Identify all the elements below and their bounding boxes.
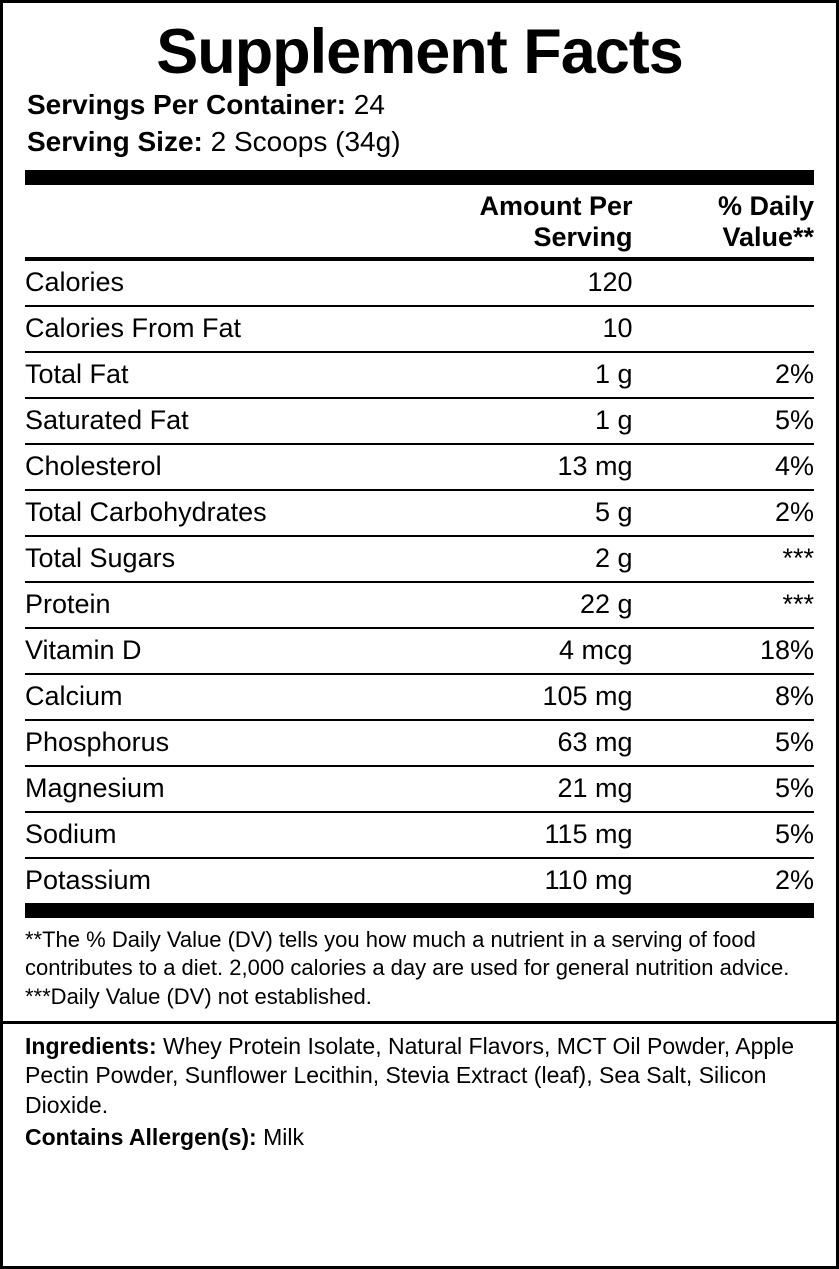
nutrient-daily-value: 5% — [633, 720, 814, 766]
nutrient-amount: 5 g — [396, 490, 633, 536]
table-row — [25, 582, 814, 628]
nutrient-daily-value: 5% — [633, 812, 814, 858]
nutrient-daily-value: 5% — [633, 398, 814, 444]
table-header-row — [25, 185, 814, 259]
table-row — [25, 720, 814, 766]
table-row — [25, 674, 814, 720]
nutrient-name: Potassium — [25, 865, 152, 896]
table-row — [25, 628, 814, 674]
serving-size-label: Serving Size: — [27, 126, 203, 158]
servings-per-container-label: Servings Per Container: — [27, 89, 346, 120]
nutrient-amount: 10 — [396, 306, 633, 352]
nutrient-daily-value: 2% — [633, 490, 814, 536]
nutrition-table — [25, 185, 814, 903]
nutrient-amount: 22 g — [396, 582, 633, 628]
nutrient-name: Total Sugars — [25, 536, 396, 582]
nutrient-amount: 1 g — [396, 398, 633, 444]
nutrient-daily-value: 4% — [633, 444, 814, 490]
serving-size — [25, 123, 814, 160]
servings-per-container — [25, 86, 814, 123]
ingredients-label: Ingredients: — [25, 1032, 157, 1059]
nutrient-daily-value — [633, 259, 814, 306]
page-title: Supplement Facts — [156, 17, 683, 87]
table-row — [25, 536, 814, 582]
footnote-not-established: ***Daily Value (DV) not established. — [25, 984, 372, 1010]
nutrient-daily-value: *** — [633, 582, 814, 628]
nutrient-daily-value: 2% — [774, 865, 814, 896]
nutrient-daily-value: 8% — [633, 674, 814, 720]
nutrient-name: Cholesterol — [25, 444, 396, 490]
nutrient-name: Total Fat — [25, 352, 396, 398]
nutrient-name: Total Carbohydrates — [25, 490, 396, 536]
table-row — [25, 352, 814, 398]
nutrient-amount: 13 mg — [396, 444, 633, 490]
facts-inner — [3, 3, 836, 1011]
divider-thick-top — [25, 170, 814, 185]
nutrient-name: Magnesium — [25, 766, 396, 812]
table-row — [25, 444, 814, 490]
allergens-label: Contains Allergen(s): — [25, 1124, 257, 1151]
table-row — [25, 398, 814, 444]
footnotes — [25, 918, 814, 1011]
nutrient-name: Sodium — [25, 812, 396, 858]
nutrient-amount: 120 — [396, 259, 633, 306]
nutrient-name: Protein — [25, 582, 396, 628]
table-row — [25, 259, 814, 306]
footnote-daily-value: **The % Daily Value (DV) tells you how much a nutrient in a serving of food contributes to a diet. 2,000 calories a day are used for general nutrition advice. — [25, 927, 790, 980]
header-amount: Amount Per Serving — [396, 185, 633, 259]
nutrient-daily-value — [633, 306, 814, 352]
table-row — [25, 306, 814, 352]
ingredients-text: Whey Protein Isolate, Natural Flavors, MCT Oil Powder, Apple Pectin Powder, Sunflower Lecithin, Stevia Extract (leaf), Sea Salt, Silicon Dioxide. — [25, 1032, 795, 1118]
nutrient-daily-value: 5% — [633, 766, 814, 812]
nutrient-amount: 2 g — [396, 536, 633, 582]
header-blank — [25, 185, 396, 259]
nutrition-table-body — [25, 185, 814, 903]
serving-size-value: 2 Scoops (34g) — [210, 126, 401, 158]
nutrient-amount: 115 mg — [396, 812, 633, 858]
nutrient-name: Vitamin D — [25, 628, 396, 674]
allergens-text: Milk — [256, 1124, 304, 1151]
header-daily-value: % Daily Value** — [633, 185, 814, 259]
table-row — [25, 490, 814, 536]
nutrient-name: Calories From Fat — [25, 306, 396, 352]
table-row — [25, 812, 814, 858]
nutrient-name: Saturated Fat — [25, 398, 396, 444]
nutrient-amount: 21 mg — [396, 766, 633, 812]
nutrient-name: Phosphorus — [25, 720, 396, 766]
table-row — [25, 858, 814, 903]
divider-thick-bottom — [25, 903, 814, 918]
nutrient-daily-value: *** — [633, 536, 814, 582]
ingredients-section — [3, 1024, 836, 1120]
nutrient-amount: 105 mg — [396, 674, 633, 720]
nutrient-amount: 63 mg — [396, 720, 633, 766]
nutrient-daily-value: 18% — [633, 628, 814, 674]
table-row — [25, 766, 814, 812]
nutrient-name: Calories — [25, 259, 396, 306]
allergens-section — [3, 1120, 836, 1151]
nutrient-name: Calcium — [25, 674, 396, 720]
nutrient-amount: 4 mcg — [396, 628, 633, 674]
nutrient-daily-value: 2% — [633, 352, 814, 398]
nutrient-amount: 1 g — [396, 352, 633, 398]
nutrient-amount: 110 mg — [544, 865, 633, 896]
servings-per-container-value: 24 — [353, 89, 385, 120]
